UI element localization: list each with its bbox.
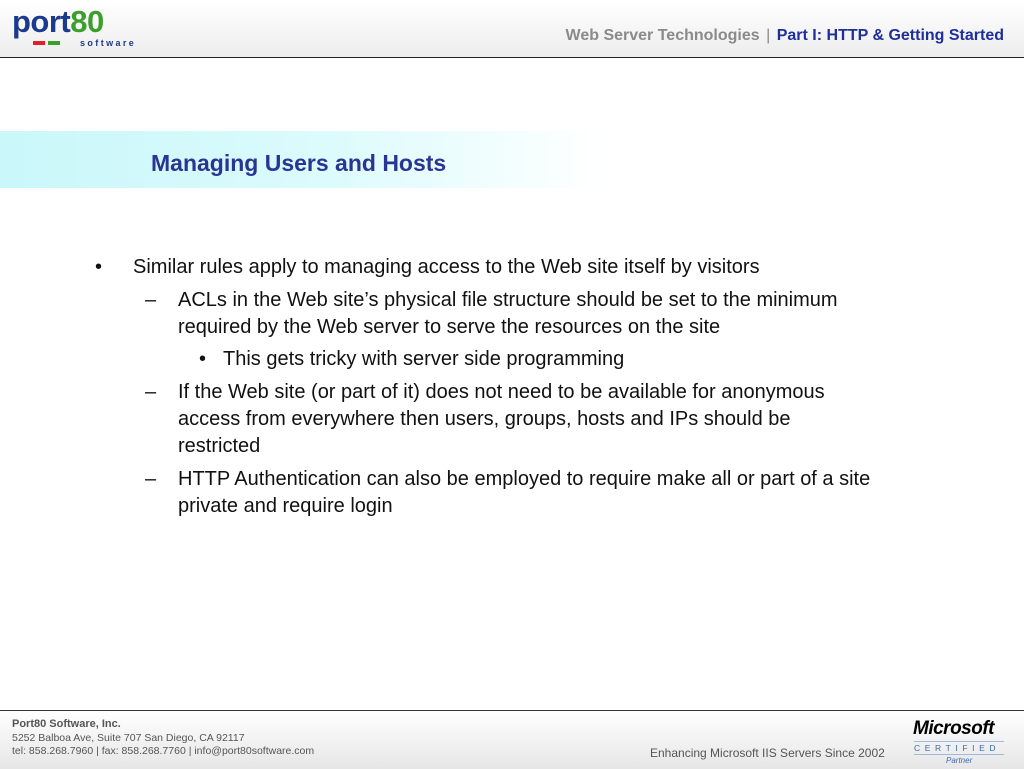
bullet-item (145, 379, 825, 457)
logo-subtext: software (80, 38, 137, 48)
logo-text-80: 80 (70, 4, 104, 39)
slide-footer (0, 710, 1024, 769)
bullet-marker: • (199, 348, 207, 370)
bullet-text: This gets tricky with server side programming (223, 348, 625, 370)
badge-name: Microsoft (913, 718, 994, 739)
slide-title: Managing Users and Hosts (151, 150, 447, 176)
bullet-text: required by the Web server to serve the resources on the site (178, 316, 721, 338)
bullet-item (95, 254, 760, 282)
bullet-marker: – (145, 381, 157, 403)
bullet-marker: – (145, 289, 157, 311)
badge-partner: Partner (946, 756, 973, 765)
bullet-item (145, 287, 838, 338)
company-contact: tel: 858.268.7960 | fax: 858.268.7760 | info@port80software.com (12, 745, 315, 757)
course-name: Web Server Technologies (565, 27, 760, 44)
title-separator: | (766, 27, 771, 44)
logo-text-port: port (12, 4, 71, 39)
bullet-marker: – (145, 468, 157, 490)
bullet-text: restricted (178, 435, 261, 457)
bullet-text: Similar rules apply to managing access to the Web site itself by visitors (133, 256, 760, 278)
section-name: Part I: HTTP & Getting Started (776, 27, 1004, 44)
logo-color-bars (33, 41, 63, 59)
bullet-item (199, 346, 625, 374)
bullet-text: If the Web site (or part of it) does not need to be available for anonymous (178, 381, 825, 403)
company-name: Port80 Software, Inc. (12, 718, 121, 730)
slide-header (0, 0, 1024, 58)
bullet-text: private and require login (178, 495, 393, 517)
bullet-item (145, 466, 871, 517)
logo-wordmark (12, 5, 104, 39)
badge-certified: CERTIFIED (914, 741, 1004, 755)
logo-bar-green (48, 41, 60, 45)
microsoft-certified-partner-badge (912, 717, 1012, 767)
bullet-text: access from everywhere then users, groups, hosts and IPs should be (178, 408, 791, 430)
company-address: 5252 Balboa Ave, Suite 707 San Diego, CA 92117 (12, 732, 245, 744)
header-title (566, 27, 1004, 45)
logo-bar-red (33, 41, 45, 45)
footer-tagline: Enhancing Microsoft IIS Servers Since 2002 (650, 746, 885, 760)
bullet-text: HTTP Authentication can also be employed to require make all or part of a site (178, 468, 871, 490)
port80-logo (12, 4, 137, 50)
bullet-text: ACLs in the Web site’s physical file structure should be set to the minimum (178, 289, 838, 311)
bullet-marker: • (95, 256, 103, 278)
